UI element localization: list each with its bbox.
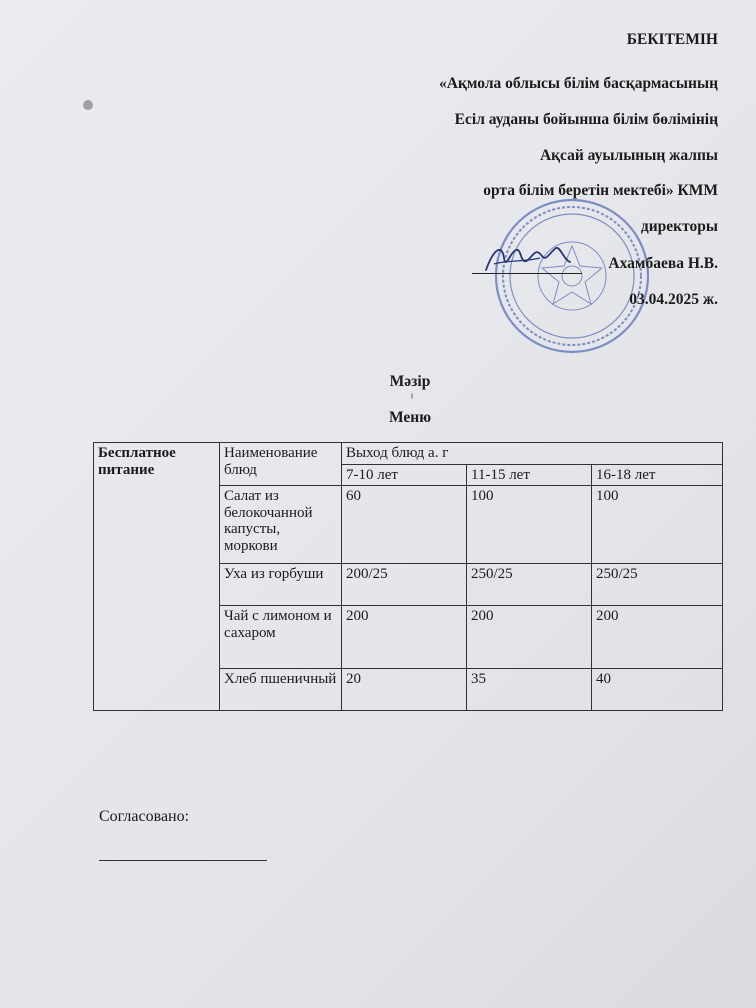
approval-line: «Ақмола облысы білім басқармасының xyxy=(439,75,718,92)
approval-line: орта білім беретін мектебі» КММ xyxy=(483,182,718,199)
yield-cell: 40 xyxy=(592,669,723,711)
yield-cell: 200 xyxy=(467,606,592,669)
free-meal-header: Бесплатное питание xyxy=(94,443,220,711)
yield-cell: 200/25 xyxy=(342,564,467,606)
dish-name: Уха из горбуши xyxy=(220,564,342,606)
yield-header: Выход блюд а. г xyxy=(342,443,723,465)
dish-name: Хлеб пшеничный xyxy=(220,669,342,711)
title-kazakh: Мәзір xyxy=(389,373,431,390)
agreed-signature-line xyxy=(99,860,267,861)
title-russian: Меню xyxy=(388,409,432,426)
dish-name-header: Наименование блюд xyxy=(220,443,342,486)
approval-line: директоры xyxy=(640,218,718,235)
signature xyxy=(480,238,575,278)
approval-date: 03.04.2025 ж. xyxy=(629,291,718,308)
yield-cell: 100 xyxy=(467,486,592,564)
table-header-row xyxy=(94,443,723,465)
approval-signer: Ахамбаева Н.В. xyxy=(608,255,718,272)
yield-cell: 60 xyxy=(342,486,467,564)
approval-line: Есіл ауданы бойынша білім бөлімінің xyxy=(454,111,718,128)
menu-table xyxy=(93,442,723,711)
age-group-header: 11-15 лет xyxy=(467,464,592,486)
yield-cell: 200 xyxy=(592,606,723,669)
paper-smudge xyxy=(411,393,413,399)
yield-cell: 35 xyxy=(467,669,592,711)
approval-heading: БЕКІТЕМІН xyxy=(626,31,718,48)
dish-name: Чай с лимоном и сахаром xyxy=(220,606,342,669)
approval-line: Ақсай ауылының жалпы xyxy=(539,147,718,164)
yield-cell: 100 xyxy=(592,486,723,564)
yield-cell: 200 xyxy=(342,606,467,669)
yield-cell: 250/25 xyxy=(592,564,723,606)
dish-name: Салат из белокочанной капусты, моркови xyxy=(220,486,342,564)
yield-cell: 250/25 xyxy=(467,564,592,606)
paper-smudge xyxy=(83,100,93,110)
agreed-label: Согласовано: xyxy=(99,808,190,825)
age-group-header: 7-10 лет xyxy=(342,464,467,486)
yield-cell: 20 xyxy=(342,669,467,711)
signature-line xyxy=(472,273,582,274)
age-group-header: 16-18 лет xyxy=(592,464,723,486)
